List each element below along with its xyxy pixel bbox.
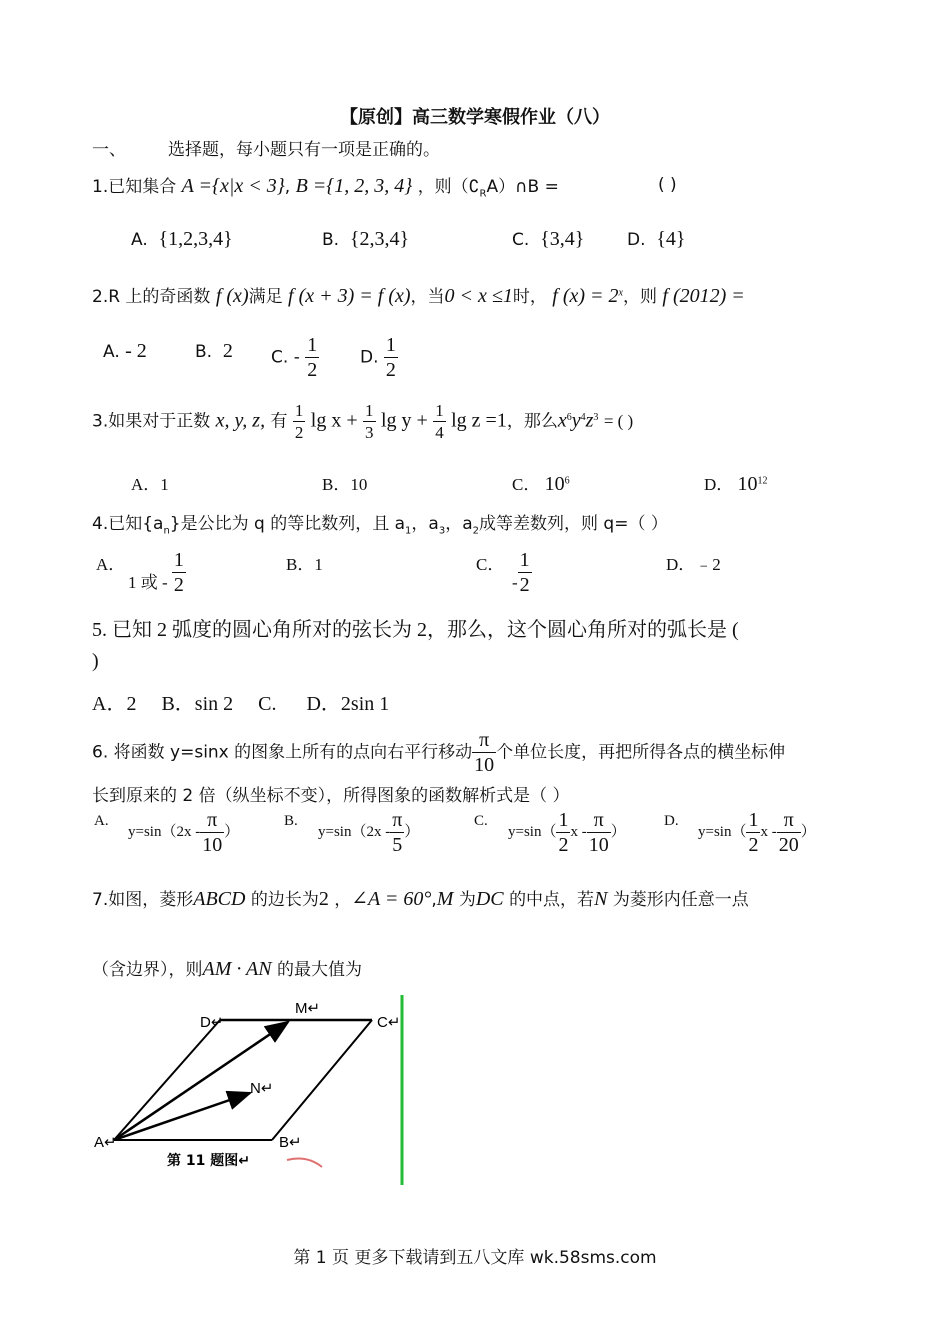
edge-bc (272, 1020, 372, 1140)
label-b: B↵ (279, 1134, 302, 1151)
q4-option-d: D．﹣2 (666, 555, 721, 574)
q4-option-a: 1 或 - $\frac{1}{2}$ (128, 549, 184, 596)
page-title: 【原创】高三数学寒假作业（八） (340, 107, 610, 128)
label-m: M↵ (295, 1000, 321, 1017)
section-heading: 选择题，每小题只有一项是正确的。 (168, 140, 440, 160)
question-5-line-2: ) (92, 650, 99, 672)
q2-option-a: A. - 2 (103, 340, 147, 362)
label-a: A↵ (94, 1134, 117, 1151)
q6-option-c-label: C. (474, 813, 488, 829)
q6-option-b-label: B. (284, 813, 298, 829)
section-number: 一、 (92, 140, 126, 160)
q1-sub: R (479, 188, 487, 200)
q4-option-a-label: A． (96, 555, 126, 574)
q4-option-c-label: C． (476, 555, 505, 574)
q3-option-a: A．1 (131, 475, 169, 494)
q1-option-c: C. {3,4} (512, 228, 585, 250)
label-d: D↵ (200, 1014, 224, 1031)
q1-comma: , (284, 177, 291, 197)
question-5-line-1: 5. 已知 2 弧度的圆心角所对的弦长为 2，那么，这个圆心角所对的弧长是 ( (92, 619, 739, 641)
q1-option-b: B. {2,3,4} (322, 228, 410, 250)
question-6-line-2: 长到原来的 2 倍（纵坐标不变），所得图象的函数解析式是（ ） (92, 786, 570, 806)
question-6-line-1: 6. 将函数 y=sinx 的图象上所有的点向右平行移动 $\frac{\pi}{10}$ 个单位长度，再把所得各点的横坐标伸 (92, 729, 786, 776)
label-n: N↵ (250, 1080, 274, 1097)
q6-option-b: y=sin（2x - $\frac{\pi}{5}$ ） (318, 809, 420, 856)
q1-prefix: 1.已知集合 (92, 177, 177, 197)
question-1 (92, 172, 559, 199)
question-7-line-2: （含边界），则AM · AN 的最大值为 (92, 958, 362, 980)
q1-option-d: D. {4} (627, 228, 686, 250)
q2-option-b: B. 2 (195, 340, 233, 362)
figure-caption: 第 11 题图↵ (167, 1153, 250, 1169)
q6-option-d: y=sin（ $\frac{1}{2}$ x - $\frac{\pi}{20}$ ） (698, 809, 816, 856)
q1-paren: ( ) (658, 175, 677, 195)
q3-option-c: C． $10^6$ (512, 473, 570, 495)
q3-option-b: B．10 (322, 475, 368, 494)
q2-option-c: C. - $\frac{1}{2}$ (271, 334, 318, 381)
q1-option-a: A. {1,2,3,4} (131, 228, 233, 250)
q6-option-a-label: A. (94, 813, 109, 829)
q1-set-b: B ={1, 2, 3, 4} (295, 175, 413, 197)
question-3: 3.如果对于正数 x, y, z, 有 $\frac{1}{2}$ lg x + $\frac{1}{3}$ lg y + $\frac{1}{4}$ lg z =1，那么$x^6y^4z^3$ = ( ) (92, 401, 634, 442)
q6-option-c: y=sin（ $\frac{1}{2}$ x - $\frac{\pi}{10}$ ） (508, 809, 626, 856)
q4-option-b: B．1 (286, 555, 323, 574)
red-mark (287, 1159, 322, 1167)
rhombus-figure (92, 995, 412, 1185)
question-7-line-1: 7.如图，菱形ABCD 的边长为2 ，∠A = 60°,M 为DC 的中点，若N 为菱形内任意一点 (92, 888, 749, 910)
q3-option-d: D． $10^{12}$ (704, 473, 768, 495)
q2-option-d: D. $\frac{1}{2}$ (360, 334, 396, 381)
label-c: C↵ (377, 1014, 401, 1031)
q1-ask-end: A）∩B = (486, 177, 559, 197)
question-4: 4.已知$\{a_n\}$是公比为 q 的等比数列，且 $a_1$，$a_3$，$a_2$成等差数列，则 q=（ ） (92, 514, 668, 537)
q6-option-d-label: D. (664, 813, 679, 829)
page-footer: 第 1 页 更多下载请到五八文库 wk.58sms.com (293, 1248, 657, 1268)
q5-options: A．2 B．sin 2 C. D．2sin 1 (92, 693, 390, 715)
question-2: 2.R 上的奇函数 f (x)满足 f (x + 3) = f (x)，当0 < x ≤1时， f $(x) = 2^x$，则 f (2012) = (92, 285, 745, 307)
q4-option-c: - $\frac{1}{2}$ (512, 549, 530, 596)
q1-ask: ，则（∁ (417, 177, 480, 197)
q6-option-a: y=sin（2x - $\frac{\pi}{10}$ ） (128, 809, 240, 856)
q1-set-a: A ={x|x < 3} (181, 175, 285, 197)
